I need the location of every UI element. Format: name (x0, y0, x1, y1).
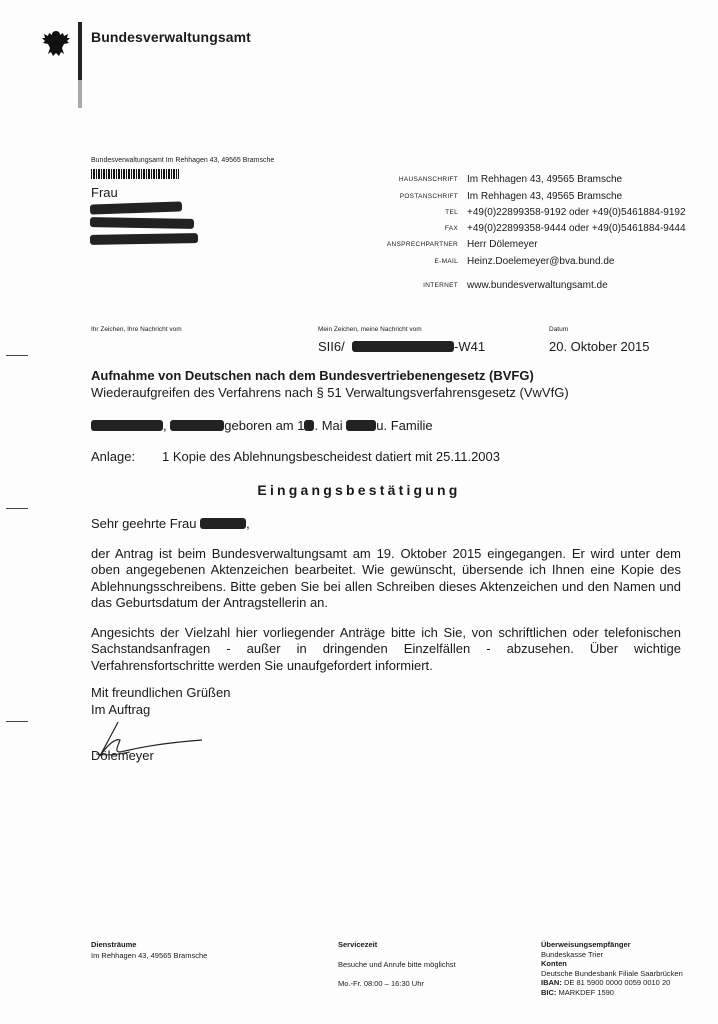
attachment-label: Anlage: (91, 449, 136, 464)
redaction-mark (90, 217, 194, 229)
contact-value: Herr Dölemeyer (467, 239, 538, 251)
contact-label: TEL (445, 208, 458, 216)
sender-return-line: Bundesverwaltungsamt Im Rehhagen 43, 49565 Bramsche (91, 157, 275, 164)
contact-value: Im Rehhagen 43, 49565 Bramsche (467, 174, 623, 186)
contact-value: Im Rehhagen 43, 49565 Bramsche (467, 190, 623, 202)
subject-line-2: Wiederaufgreifen des Verfahrens nach § 51 Verwaltungsverfahrensgesetz (VwVfG) (91, 385, 569, 400)
subject-line-1: Aufnahme von Deutschen nach dem Bundesvertriebenengesetz (BVFG) (91, 368, 534, 383)
footer-service-line: Besuche und Anrufe bitte möglichst (338, 959, 456, 969)
footer-bank (541, 940, 683, 997)
federal-eagle-icon (40, 28, 72, 60)
person-comma: , (163, 418, 167, 433)
person-month: . Mai (314, 418, 343, 433)
footer-service-title: Servicezeit (338, 940, 378, 949)
redaction-mark (90, 201, 182, 214)
redaction-mark (200, 518, 246, 529)
your-reference-label: Ihr Zeichen, Ihre Nachricht vom (91, 326, 182, 333)
contact-value: www.bundesverwaltungsamt.de (467, 280, 608, 292)
file-number-suffix: -W41 (454, 339, 486, 354)
letterhead-bar-grey (78, 80, 82, 108)
footer-service (338, 940, 456, 990)
attachment-value: 1 Kopie des Ablehnungsbescheidest datiert mit 25.11.2003 (162, 449, 500, 464)
footer-office-value: Im Rehhagen 43, 49565 Bramsche (91, 950, 208, 960)
contact-block (340, 170, 700, 292)
greeting-text: Sehr geehrte Frau (91, 516, 197, 531)
footer-service-line: Mo.-Fr. 08:00 – 16:30 Uhr (338, 979, 424, 988)
person-born: geboren am 1 (224, 418, 305, 433)
file-number-prefix: SII6/ (318, 339, 345, 354)
contact-row (340, 186, 700, 202)
contact-row (340, 276, 700, 292)
footer-bank-konten: Konten (541, 959, 567, 968)
document-heading: Eingangsbestätigung (257, 482, 461, 498)
greeting (91, 516, 250, 531)
body-paragraph: der Antrag ist beim Bundesverwaltungsamt am 19. Oktober 2015 eingegangen. Er wird unter dem oben angegebenen Aktenzeichen bearbeitet. Wie gewünscht, übersende ich Ihnen eine Kopie des Ablehnungsschreibens. Bitte geben Sie bei allen Schreiben dieses Aktenzeichen und den Namen und das Geburtsdatum der Antragstellerin an. (91, 546, 681, 611)
footer-bic-label: BIC: (541, 987, 557, 997)
footer-bank-line: Deutsche Bundesbank Filiale Saarbrücken (541, 968, 683, 978)
redaction-mark (91, 420, 163, 431)
closing-line: Im Auftrag (91, 701, 151, 717)
footer-office-title: Diensträume (91, 940, 137, 949)
redaction-mark (352, 341, 454, 352)
body-paragraph: Angesichts der Vielzahl hier vorliegender Anträge bitte ich Sie, von schriftlichen oder telefonischen Sachstandsanfragen - außer in dringenden Einzelfällen - abzusehen. Über wichtige Verfahrensfortschritte werden Sie unaufgefordert informiert. (91, 625, 681, 673)
fold-mark (6, 721, 28, 722)
fold-mark (6, 355, 28, 356)
footer-bank-title: Überweisungsempfänger (541, 940, 631, 949)
contact-value: Heinz.Doelemeyer@bva.bund.de (467, 255, 615, 267)
organization-name: Bundesverwaltungsamt (91, 29, 251, 45)
my-reference-label: Mein Zeichen, meine Nachricht vom (318, 326, 422, 333)
person-family: u. Familie (376, 418, 433, 433)
footer-bic-value: MARKDEF 1590 (558, 987, 614, 997)
signatory-name: Dölemeyer (91, 748, 154, 763)
footer-iban-value: DE 81 5900 0000 0059 0010 20 (563, 978, 671, 987)
greeting-comma: , (246, 516, 250, 531)
date-label: Datum (549, 326, 569, 333)
footer-iban-label: IBAN: (541, 978, 562, 987)
contact-label: FAX (444, 225, 458, 233)
recipient-salutation: Frau (91, 185, 118, 200)
contact-row (340, 235, 700, 251)
fold-mark (6, 508, 28, 509)
contact-value: +49(0)22899358-9444 oder +49(0)5461884-9444 (467, 223, 686, 235)
person-line (91, 418, 433, 433)
contact-row (340, 170, 700, 186)
contact-row (340, 219, 700, 235)
redaction-mark (346, 420, 376, 431)
redaction-mark (90, 233, 198, 245)
footer-office (91, 940, 207, 961)
letter-date: 20. Oktober 2015 (549, 339, 650, 354)
barcode (91, 169, 179, 179)
footer-bank-line: Bundeskasse Trier (541, 949, 604, 959)
contact-label: INTERNET (423, 282, 458, 290)
contact-label: E-MAIL (434, 257, 458, 265)
contact-row (340, 203, 700, 219)
contact-label: HAUSANSCHRIFT (398, 176, 458, 184)
contact-row (340, 251, 700, 267)
closing-line: Mit freundlichen Grüßen (91, 685, 231, 700)
redaction-mark (304, 420, 314, 431)
contact-label: ANSPRECHPARTNER (386, 241, 458, 249)
contact-label: POSTANSCHRIFT (399, 192, 458, 200)
redaction-mark (170, 420, 224, 431)
contact-value: +49(0)22899358-9192 oder +49(0)5461884-9192 (467, 206, 686, 218)
